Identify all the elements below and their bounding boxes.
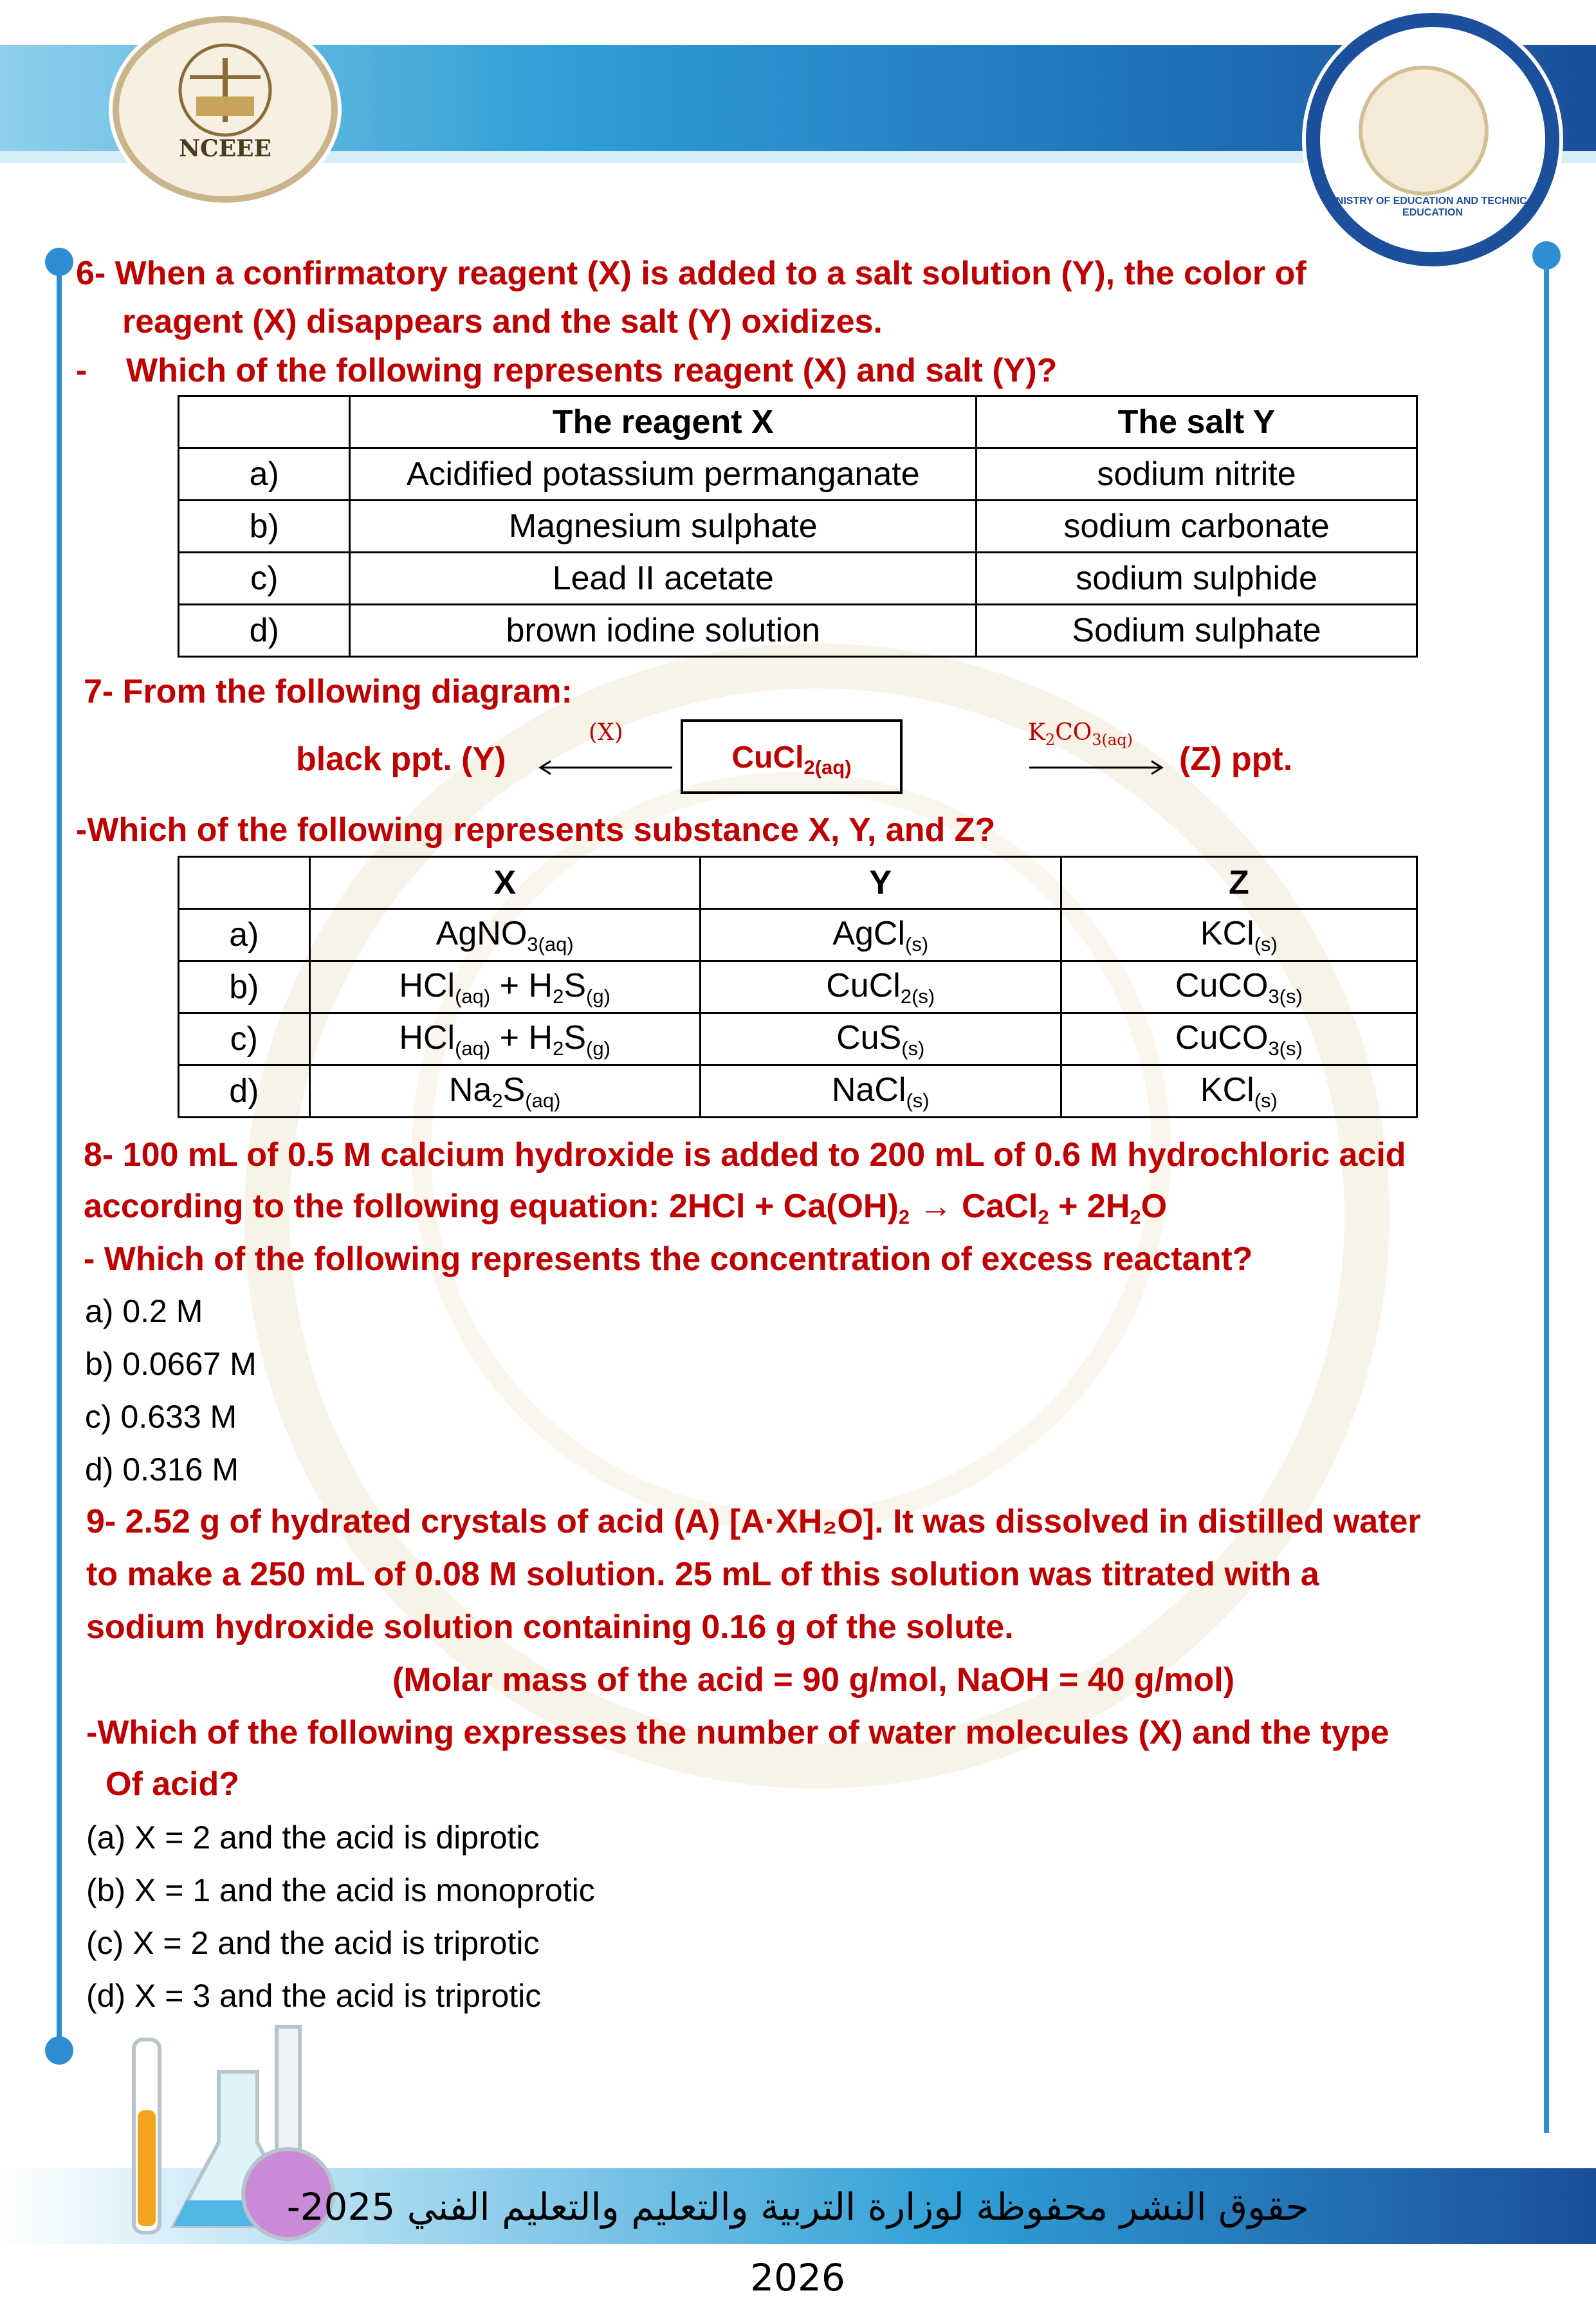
q6-line1: 6- When a confirmatory reagent (X) is added to a salt solution (Y), the color of	[76, 255, 1307, 292]
y-cell: CuCl$_{2(s)}$	[700, 961, 1061, 1013]
q6-header-row	[179, 396, 1417, 448]
x-cell: $Na_2S_{(aq)}$	[309, 1065, 700, 1118]
footer-copyright: حقوق النشر محفوظة لوزارة التربية والتعليم والتعليم الفني 2025-2026	[286, 2185, 1309, 2299]
q9-prompt-line2: Of acid?	[105, 1765, 240, 1803]
q6-line2: reagent (X) disappears and the salt (Y) oxidizes.	[122, 303, 883, 340]
q7-prompt: -Which of the following represents substance X, Y, and Z?	[76, 811, 996, 849]
left-arrow-icon	[534, 758, 675, 777]
q7-left-product: black ppt. (Y)	[296, 741, 506, 778]
q7-header-x: X	[309, 857, 700, 909]
cucl2-formula: CuCl	[731, 741, 804, 775]
salt-cell: sodium sulphide	[977, 553, 1417, 605]
salt-cell: Sodium sulphate	[977, 605, 1417, 657]
option-label: c)	[179, 1013, 310, 1065]
q8-option-d: d) 0.316 M	[85, 1451, 239, 1488]
table-row	[179, 1065, 1417, 1118]
reagent-cell: brown iodine solution	[350, 605, 977, 657]
option-label: b)	[179, 961, 310, 1013]
q6-prompt: Which of the following represents reagent (X) and salt (Y)?	[126, 352, 1058, 389]
option-label: a)	[179, 909, 310, 961]
q6-header-reagent: The reagent X	[350, 396, 977, 448]
q8-option-a: a) 0.2 M	[85, 1293, 203, 1329]
table-row	[179, 448, 1417, 501]
reagent-cell: Lead II acetate	[350, 553, 977, 605]
table-row	[179, 1013, 1417, 1065]
q9-line1: 9- 2.52 g of hydrated crystals of acid (A) [A·XH₂O]. It was dissolved in distilled water	[86, 1503, 1421, 1540]
q7-header-z: Z	[1061, 857, 1417, 909]
right-arrow-icon	[1028, 758, 1169, 777]
reagent-cell: Acidified potassium permanganate	[350, 448, 977, 501]
option-label: b)	[179, 501, 350, 553]
left-rail	[57, 261, 62, 2056]
y-cell: NaCl$_{(s)}$	[700, 1065, 1061, 1118]
right-rail-top-dot	[1532, 241, 1561, 270]
left-rail-bottom-dot	[45, 2036, 73, 2065]
q9-option-b: (b) X = 1 and the acid is monoprotic	[86, 1872, 595, 1908]
table-row	[179, 501, 1417, 553]
z-cell: CuCO$_{3(s)}$	[1061, 961, 1417, 1013]
z-cell: KCl$_{(s)}$	[1061, 909, 1417, 961]
table-row	[179, 605, 1417, 657]
option-label: d)	[179, 1065, 310, 1118]
q9-option-a: (a) X = 2 and the acid is diprotic	[86, 1820, 540, 1856]
q7-header-row	[179, 857, 1417, 909]
q9-option-c: (c) X = 2 and the acid is triprotic	[86, 1925, 540, 1961]
ministry-logo	[1306, 13, 1559, 266]
q9-option-d: (d) X = 3 and the acid is triprotic	[86, 1978, 542, 2014]
q6-header-salt: The salt Y	[977, 396, 1417, 448]
table-row	[179, 961, 1417, 1013]
q6-header-blank	[179, 396, 350, 448]
option-label: d)	[179, 605, 350, 657]
q7-center-compound	[681, 719, 903, 794]
eagle-emblem-icon	[1359, 66, 1489, 196]
q8-prompt: - Which of the following represents the concentration of excess reactant?	[84, 1240, 1253, 1278]
q6-dash: -	[76, 352, 87, 389]
x-cell: AgNO$_{3(aq)}$	[309, 909, 700, 961]
q7-header-y: Y	[700, 857, 1061, 909]
q8-option-b: b) 0.0667 M	[85, 1346, 257, 1382]
nceee-logo	[113, 16, 338, 203]
q9-line2: to make a 250 mL of 0.08 M solution. 25 mL of this solution was titrated with a	[86, 1556, 1319, 1593]
q7-right-product: (Z) ppt.	[1179, 741, 1293, 778]
salt-cell: sodium nitrite	[977, 448, 1417, 501]
reagent-cell: Magnesium sulphate	[350, 501, 977, 553]
table-row	[179, 553, 1417, 605]
q8-option-c: c) 0.633 M	[85, 1399, 237, 1435]
x-cell: $HCl_{(aq)} + H_2S_{(g)}$	[309, 1013, 700, 1065]
table-row	[179, 909, 1417, 961]
q6-table	[178, 395, 1418, 658]
y-cell: AgCl$_{(s)}$	[700, 909, 1061, 961]
q9-line3: sodium hydroxide solution containing 0.16 g of the solute.	[86, 1608, 1014, 1646]
left-rail-top-dot	[45, 248, 73, 276]
q8-line1: 8- 100 mL of 0.5 M calcium hydroxide is added to 200 mL of 0.6 M hydrochloric acid	[84, 1136, 1406, 1174]
q7-left-arrow-label: (X)	[589, 719, 623, 746]
q9-molar-masses: (Molar mass of the acid = 90 g/mol, NaOH = 40 g/mol)	[392, 1661, 1235, 1699]
option-label: a)	[179, 448, 350, 501]
q8-equation: according to the following equation: $2HCl + Ca(OH)_2$ → CaCl$_2$ + $2H_2O$	[84, 1188, 1168, 1228]
q7-title: 7- From the following diagram:	[84, 673, 573, 710]
q7-header-blank	[179, 857, 310, 909]
ministry-logo-text: MINISTRY OF EDUCATION AND TECHNICAL EDUCATION	[1325, 196, 1541, 218]
scales-icon	[119, 32, 331, 142]
q7-table	[178, 856, 1418, 1118]
x-cell: $HCl_{(aq)} + H_2S_{(g)}$	[309, 961, 700, 1013]
salt-cell: sodium carbonate	[977, 501, 1417, 553]
nceee-logo-text: NCEEE	[179, 135, 271, 162]
option-label: c)	[179, 553, 350, 605]
cucl2-subscript: 2(aq)	[803, 756, 852, 779]
right-rail	[1544, 254, 1549, 2133]
q9-prompt-line1: -Which of the following expresses the number of water molecules (X) and the type	[86, 1714, 1390, 1751]
y-cell: CuS$_{(s)}$	[700, 1013, 1061, 1065]
z-cell: KCl$_{(s)}$	[1061, 1065, 1417, 1118]
q7-right-arrow-label: $K_2CO_{3(aq)}$	[1028, 719, 1133, 749]
z-cell: CuCO$_{3(s)}$	[1061, 1013, 1417, 1065]
